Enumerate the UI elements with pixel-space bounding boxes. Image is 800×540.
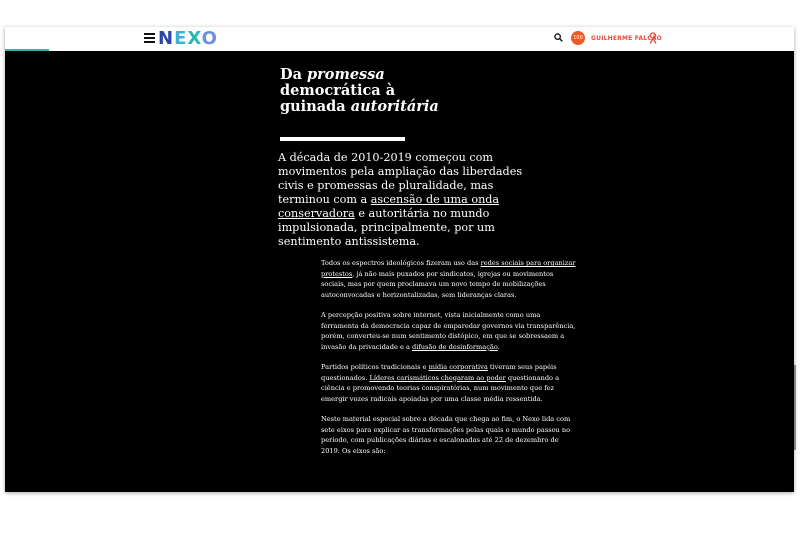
article-body <box>321 258 576 466</box>
badge-icon[interactable]: 100 <box>571 31 585 45</box>
lede-text: A década de 2010-2019 começou com movimentos pela ampliação das liberdades civis e promessas de pluralidade, mas terminou com a <box>278 151 523 206</box>
link-lideres-carismaticos[interactable]: Líderes carismáticos chegaram ao poder <box>369 373 506 382</box>
title-italic: autoritária <box>350 98 439 115</box>
title-part: democrática à guinada <box>280 82 396 115</box>
site-header <box>5 27 794 51</box>
logo-letter-e: E <box>174 28 188 49</box>
paragraph-2 <box>321 310 576 352</box>
body-text: . <box>497 342 500 351</box>
header-accent-bar <box>5 49 49 51</box>
body-text: tiveram seus papéis questionados. <box>321 363 557 382</box>
browser-viewport <box>5 27 794 492</box>
title-divider <box>280 137 405 141</box>
body-text: Partidos políticos tradicionais e <box>321 363 429 371</box>
user-icon[interactable] <box>649 32 657 44</box>
paragraph-1 <box>321 258 576 300</box>
nexo-logo[interactable] <box>158 29 218 49</box>
body-text: questionando a ciência e promovendo teorias conspiratórias, num movimento que fez emergir vozes radicais apoiadas por uma classe média ressentida. <box>321 373 560 403</box>
title-italic: promessa <box>307 66 385 83</box>
lede-text: e autoritária no mundo impulsionada, principalmente, por um sentimento antissistema. <box>278 207 495 248</box>
body-text: A percepção positiva sobre internet, vista inicialmente como uma ferramenta da democracia capaz de emparedar governos via transparência, porém, converteu-se num sentimento distópico, em que se sobressaem a invasão da privacidade e a <box>321 311 576 351</box>
paragraph-3 <box>321 362 576 404</box>
link-redes-sociais[interactable]: redes sociais para organizar protestos <box>321 259 576 278</box>
link-desinformacao[interactable]: difusão de desinformação <box>411 342 498 351</box>
logo-letter-x: X <box>187 28 202 49</box>
body-text: Todos os espectros ideológicos fizeram uso das <box>321 259 481 267</box>
logo-letter-n: N <box>158 28 175 49</box>
user-name-link[interactable]: GUILHERME FALCÃO <box>591 35 662 42</box>
search-icon[interactable] <box>554 33 563 42</box>
lede-link[interactable]: ascensão de uma onda conservadora <box>278 193 500 220</box>
article-lede <box>278 151 528 249</box>
article-title <box>280 67 440 115</box>
link-midia-corporativa[interactable]: mídia corporativa <box>428 363 488 371</box>
logo-letter-o: O <box>201 28 218 49</box>
hamburger-menu-icon[interactable] <box>144 33 155 43</box>
body-text: , já não mais puxados por sindicatos, igrejas ou movimentos sociais, mas por quem proclamava um novo tempo de mobilizações autoconvocadas e horizontalizadas, sem lideranças claras. <box>321 269 554 299</box>
paragraph-4: Neste material especial sobre a década que chega ao fim, o Nexo lida com sete eixos para explicar as transformações pelas quais o mundo passou no período, com publicações diárias e escalonadas até 22 de dezembro de 2019. Os eixos são: <box>321 415 571 455</box>
scrollbar[interactable] <box>794 365 796 450</box>
title-part: Da <box>280 66 308 83</box>
